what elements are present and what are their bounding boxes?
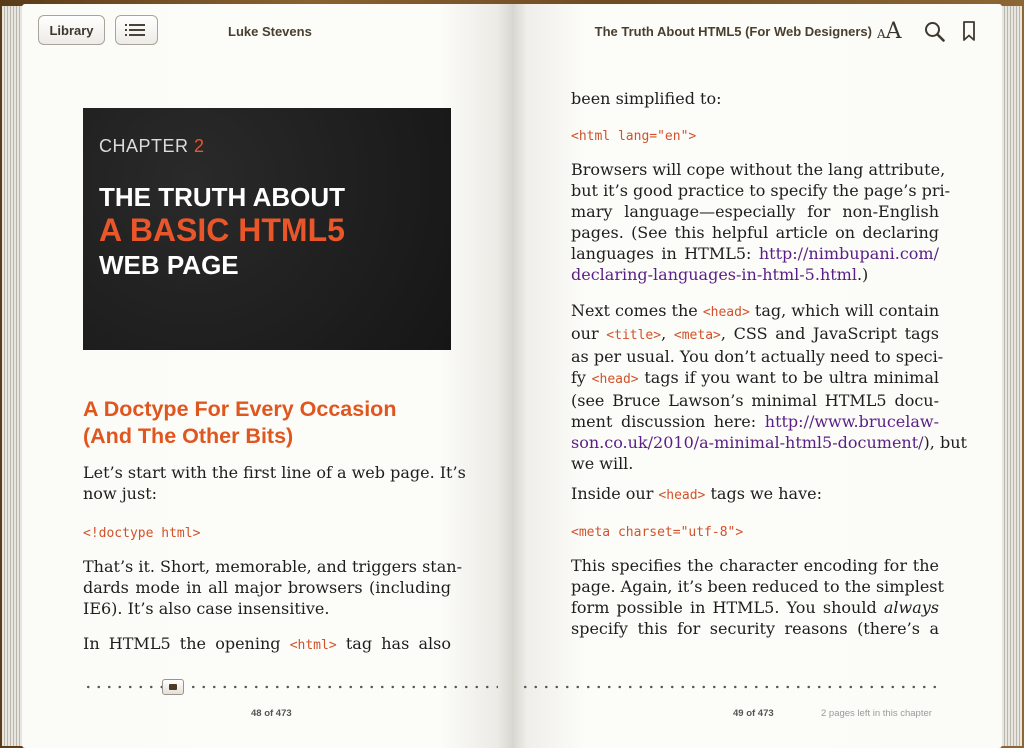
chapter-number: 2	[194, 136, 205, 156]
text-line: This specifies the character encoding for the	[571, 556, 939, 575]
text-line	[571, 323, 939, 346]
font-size-icon[interactable]	[877, 19, 902, 44]
page-scrubber-left[interactable]	[83, 684, 498, 690]
text-run: ), but	[923, 433, 967, 452]
paragraph	[83, 462, 466, 504]
author-name: Luke Stevens	[228, 24, 312, 39]
paragraph	[571, 88, 939, 109]
text-line	[83, 633, 451, 656]
text-run: tag has also	[336, 634, 451, 653]
link-brucelawson-cont[interactable]: son.co.uk/2010/a-minimal-html5-document/	[571, 433, 924, 452]
book-title: The Truth About HTML5 (For Web Designers)	[594, 24, 872, 39]
text-run: tag, which will contain	[749, 301, 940, 320]
text-line	[571, 411, 939, 432]
chapter-title-line-1: THE TRUTH ABOUT	[99, 182, 346, 212]
code-inline: <html>	[289, 638, 337, 653]
text-line: page. Again, it’s been reduced to the simplest	[571, 577, 944, 596]
code-line	[83, 521, 451, 544]
font-size-big-glyph: A	[885, 19, 902, 44]
page-scrubber-handle[interactable]	[162, 679, 184, 695]
text-run: form possible in HTML5. You should	[571, 598, 884, 617]
text-line	[571, 300, 939, 323]
chapter-label	[99, 136, 205, 157]
text-line	[571, 432, 967, 453]
text-run: In HTML5 the opening	[83, 634, 290, 653]
chapter-title-line-2: A BASIC HTML5	[99, 212, 345, 248]
text-line	[571, 367, 939, 390]
section-heading-line-1: A Doctype For Every Occasion	[83, 397, 397, 421]
chapter-title-line-3: WEB PAGE	[99, 250, 239, 280]
pages-left-in-chapter: 2 pages left in this chapter	[821, 708, 932, 719]
text-line: That’s it. Short, memorable, and triggers stan-	[83, 557, 462, 576]
paragraph	[83, 556, 462, 619]
text-line: now just:	[83, 484, 158, 503]
text-line: Browsers will cope without the lang attribute,	[571, 160, 946, 179]
code-snippet: <!doctype html>	[83, 526, 201, 541]
text-run: tags we have:	[705, 484, 822, 503]
link-nimbupani[interactable]: http://nimbupani.com/	[758, 244, 939, 263]
chapter-word: CHAPTER	[99, 136, 189, 156]
text-line	[571, 483, 939, 506]
library-button-label: Library	[49, 22, 94, 38]
code-snippet: <html lang="en">	[571, 129, 697, 144]
page-number-right: 49 of 473	[733, 708, 774, 719]
text-line	[571, 243, 939, 264]
page-number-left: 48 of 473	[251, 708, 292, 719]
text-line: IE6). It’s also case insensitive.	[83, 599, 330, 618]
text-run: , CSS and JavaScript tags	[720, 324, 940, 343]
text-run: fy	[571, 368, 592, 387]
text-run: languages in HTML5:	[571, 244, 759, 263]
text-line: pages. (See this helpful article on declaring	[571, 223, 939, 242]
table-of-contents-button[interactable]	[115, 15, 158, 45]
text-line: as per usual. You don’t actually need to speci-	[571, 347, 944, 366]
paragraph	[83, 633, 451, 656]
list-icon	[129, 21, 145, 39]
code-line	[571, 520, 939, 543]
link-brucelawson[interactable]: http://www.brucelaw-	[764, 412, 939, 431]
text-run: tags if you want to be ultra minimal	[638, 368, 940, 387]
emphasis: always	[883, 598, 939, 617]
code-inline: <title>	[606, 328, 662, 343]
paragraph	[571, 555, 944, 639]
text-run: .)	[856, 265, 869, 284]
page-scrubber-right[interactable]	[520, 684, 940, 690]
code-line	[571, 124, 939, 147]
paragraph	[571, 159, 951, 285]
text-run: our	[571, 324, 607, 343]
code-inline: <meta>	[673, 328, 721, 343]
paragraph	[571, 483, 939, 506]
section-heading	[83, 396, 463, 450]
text-run: Next comes the	[571, 301, 703, 320]
code-inline: <head>	[591, 372, 639, 387]
link-nimbupani-cont[interactable]: declaring-languages-in-html-5.html	[571, 265, 857, 284]
text-run: ,	[661, 324, 674, 343]
section-heading-line-2: (And The Other Bits)	[83, 424, 294, 448]
text-line: we will.	[571, 454, 634, 473]
text-line	[571, 264, 939, 285]
library-button[interactable]	[38, 15, 105, 45]
text-run: ment discussion here:	[571, 412, 765, 431]
code-inline: <head>	[702, 305, 750, 320]
text-run: Inside our	[571, 484, 659, 503]
font-size-small-glyph: A	[877, 27, 886, 41]
code-inline: <head>	[658, 488, 706, 503]
paragraph	[571, 300, 967, 474]
text-line: but it’s good practice to specify the page’s pri-	[571, 181, 951, 200]
chapter-title-image	[83, 108, 451, 350]
text-line: (see Bruce Lawson’s minimal HTML5 docu-	[571, 391, 939, 410]
text-line	[571, 597, 939, 618]
code-snippet: <meta charset="utf-8">	[571, 525, 744, 540]
text-line: Let’s start with the first line of a web page. It’s	[83, 463, 466, 482]
text-line: dards mode in all major browsers (including	[83, 578, 451, 597]
bookmark-icon[interactable]	[962, 21, 976, 42]
search-icon[interactable]	[924, 21, 945, 42]
text-line: been simplified to:	[571, 89, 722, 108]
text-line: specify this for security reasons (there’s a	[571, 619, 939, 638]
text-line: mary language—especially for non-English	[571, 202, 939, 221]
